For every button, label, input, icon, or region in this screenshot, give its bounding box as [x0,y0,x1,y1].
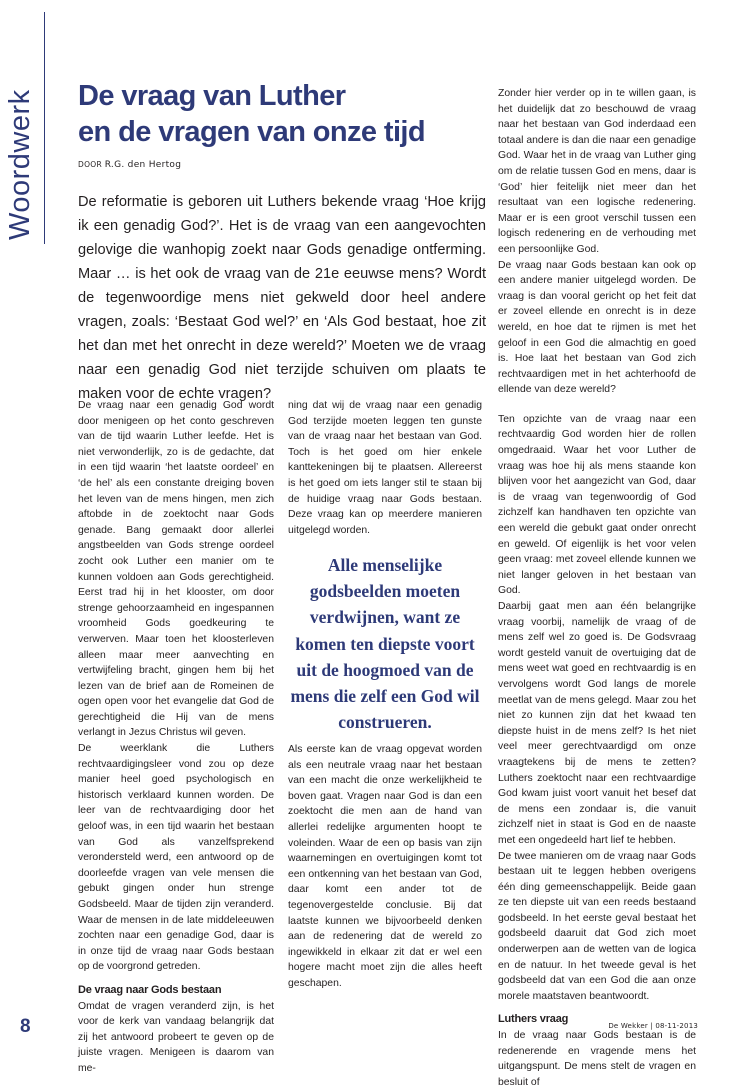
title-line-2: en de vragen van onze tijd [78,116,425,148]
column-1-paragraph-3: Omdat de vragen veranderd zijn, is het voor de kerk van vandaag belangrijk dat zij het antwoord probeert te geven op de juiste vragen. Menigeen is daarom van me- [78,1000,274,1074]
column-3-paragraph-3: Ten opzichte van de vraag naar een rechtvaardig God worden hier de rollen omgedraaid. Waar het voor Luther de vraag was hoe hij als mens staande kon blijven voor het aangezicht van God, daar is de vraag van tegenwoordig of God zichzelf kan handhaven ten opzichte van een wereld die gebukt gaat onder onrecht en geweld. Of eigenlijk is het voor velen geen vraag: met zoveel ellende kunnen we niet langer geloven in het bestaan van God. [498,413,696,597]
column-2-paragraph-1: ning dat wij de vraag naar een genadig God terzijde moeten leggen ten gunste van de vraag naar het bestaan van God. Toch is het goed om hier enkele kanttekeningen bij te plaatsen. Allereerst is het goed om iets langer stil te staan bij de huidige vraag naar Gods bestaan. Deze vraag kan op meerdere manieren uitgelegd worden. [288,400,482,536]
byline-prefix: DOOR [78,160,102,169]
column-1-paragraph-2: De weerklank die Luthers rechtvaardigingsleer vond zou op deze manier heel goed psychologisch en historisch verklaard kunnen worden. De leer van de rechtvaardiging door het geloof was, in een tijd waarin het bestaan van God als vanzelfsprekend verondersteld werd, een antwoord op de doorleefde vragen van vele mensen die gebukt gingen onder hun strenge Godsbeeld. Maar de tijden zijn veranderd. Waar de mensen in de late middeleeuwen zochten naar een genadige God, daar is in onze tijd de vraag naar Gods bestaan op de voorgrond getreden. [78,743,274,973]
section-divider-line [44,12,45,244]
article-column-2-top [288,398,482,538]
column-2-paragraph-2: Als eerste kan de vraag opgevat worden als een neutrale vraag naar het bestaan van een macht die onze werkelijkheid te boven gaat. Vragen naar God is dan een zoektocht die men aan de hand van allerlei redelijke argumenten hoopt te voleinden. Waar de een op basis van zijn waarnemingen en overtuigingen komt tot een ontkenning van het bestaan van God, daar komt een ander tot de tegenovergestelde conclusie. Bij dat laatste kunnen we bijvoorbeeld denken aan de redenering dat de wereld zo ingewikkeld in elkaar zit dat er wel een hogere macht moet zijn die alles heeft geschapen. [288,744,482,989]
column-3-paragraph-6: In de vraag naar Gods bestaan is de redenerende en vragende mens het uitgangspunt. De mens stelt de vragen en besluit of [498,1030,696,1088]
article-title [78,78,438,150]
subheading-gods-bestaan: De vraag naar Gods bestaan [78,983,222,996]
byline-author: R.G. den Hertog [104,160,182,170]
footer-publication: De Wekker | 08-11-2013 [608,1022,698,1030]
article-column-1 [78,398,274,1077]
column-1-paragraph-1: De vraag naar een genadig God wordt door menigeen op het conto geschreven van de tijd waarin Luther leefde. Het is niet verwonderlijk, zo is de gedachte, dat in een tijd waarin ‘het laatste oordeel’ en ‘de hel’ als een constante dreiging boven het leven van de mens hingen, men zich aftobde in de zoektocht naar Gods genade. Bang gemaakt door allerlei angstbeelden van Gods strenge oordeel zocht ook Luther een manier om te kunnen voldoen aan Gods gerechtigheid. Eerst trad hij in het klooster, om door strenge gehoorzaamheid en ingespannen vroomheid Gods goedkeuring te verwerven. Maar toen het kloosterleven alleen maar meer aanvechting en vertwijfeling bracht, gingen hem bij het lezen van de brief aan de Romeinen de ogen open voor het evangelie dat God de gerechtigheid die Hij van de mens verlangt in Jezus Christus wil geven. [78,400,274,739]
subheading-luthers-vraag: Luthers vraag [498,1013,569,1026]
column-3-paragraph-1: Zonder hier verder op in te willen gaan, is het duidelijk dat zo beschouwd de vraag naar het bestaan van God inderdaad een totaal andere is dan die naar een genadige God. Waar het in de vraag van Luther ging om de relatie tussen God en mens, daar is ‘God’ hier feitelijk niet meer dan het resultaat van een logische redenering. Maar er is een groot verschil tussen een logisch redenering en de verhouding met een persoonlijke God. [498,88,696,255]
column-3-paragraph-4: Daarbij gaat men aan één belangrijke vraag voorbij, namelijk de vraag of de mens zelf wel zo goed is. De Godsvraag wordt gesteld vanuit de overtuiging dat de mens weet wat goed en rechtvaardig is en vervolgens wordt God langs de morele meetlat van de mens gelegd. Maar zou het niet zo kunnen zijn dat het kwaad ten diepste huist in de mens zelf? Is het niet veel meer gerechtvaardigd om onze vraagtekens bij de mens te zetten? Luthers zoektocht naar een rechtvaardige God kwam juist voort vanuit het besef dat de mens een zondaar is, die vanuit zichzelf niet in staat is God en de naaste met een ongedeeld hart lief te hebben. [498,601,696,846]
column-3-paragraph-5: De twee manieren om de vraag naar Gods bestaan uit te leggen hebben overigens één ding gemeenschappelijk. Beide gaan ze ten diepste uit van een reeds bestaand godsbeeld. In het eerste geval bestaat het godsbeeld daaruit dat God zich moet onderwerpen aan de wetten van de logica en de natuur. In het tweede geval is het godsbeeld dat van een God die aan onze morele maatstaven beantwoordt. [498,850,696,1002]
article-column-3 [498,86,696,1090]
pull-quote: Alle menselijke godsbeelden moeten verdwijnen, want ze komen ten diepste voort uit de hoogmoed van de mens die zelf een God wil construeren. [290,555,480,733]
title-line-1: De vraag van Luther [78,80,346,112]
byline [78,160,181,170]
article-column-2-bottom [288,742,482,992]
intro-paragraph: De reformatie is geboren uit Luthers bekende vraag ‘Hoe krijg ik een genadig God?’. Het is de vraag van een aangevochten gelovige die wanhopig zoekt naar Gods genadige ontferming. Maar … is het ook de vraag van de 21e eeuwse mens? Wordt de tegenwoordige mens niet gekweld door heel andere vragen, zoals: ‘Bestaat God wel?’ en ‘Als God bestaat, hoe zit het dan met het onrecht in deze wereld?’ Moeten we de vraag naar een genadig God niet terzijde schuiven om plaats te maken voor de echte vragen? [78,194,486,402]
column-3-paragraph-2: De vraag naar Gods bestaan kan ook op een andere manier uitgelegd worden. De vraag is dan vooral gericht op het feit dat er zoveel ellende en onrecht is in deze wereld, en hoe dat te rijmen is met het geloof in een God die almachtig en goed is. Hoe laat het bestaan van God zich rechtvaardigen met in het achterhoofd de ellende van deze wereld? [498,259,696,396]
page-number: 8 [20,1016,31,1037]
section-label: Woordwerk [4,89,36,240]
